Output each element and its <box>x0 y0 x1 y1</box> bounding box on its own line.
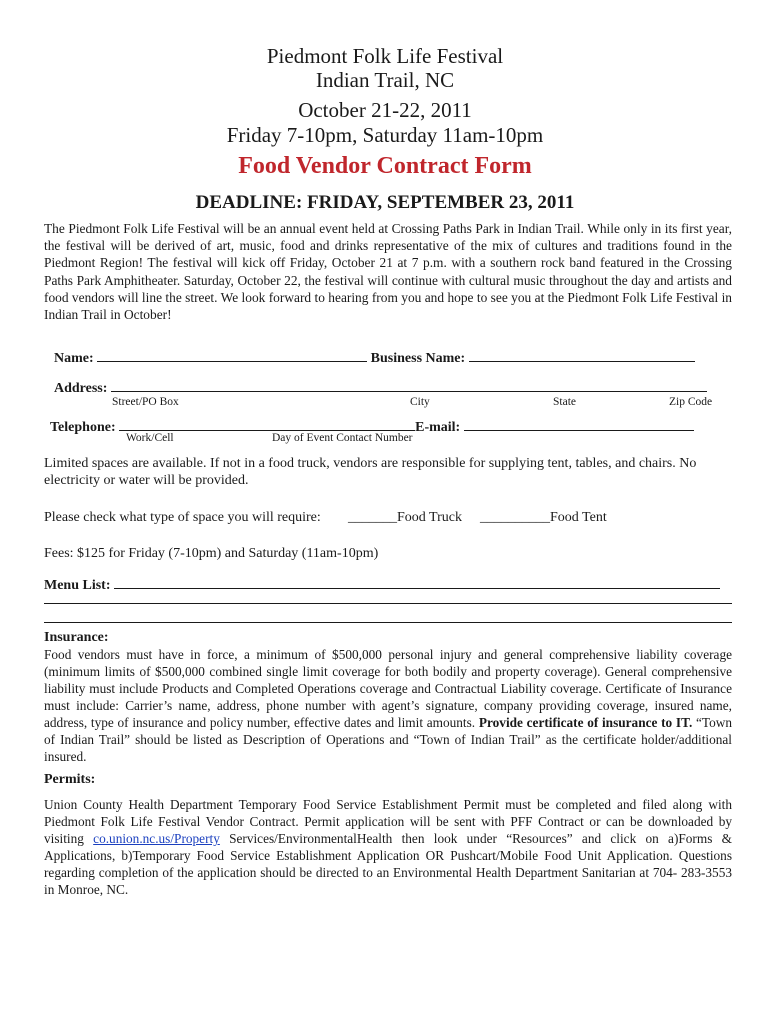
telephone-field[interactable] <box>119 418 415 431</box>
dayof-hint: Day of Event Contact Number <box>272 432 413 444</box>
insurance-text-2: “Town of Indian Trail” should be listed as Description of Operations and “Town of Indian Trail” as the certificate holder/additional insured. <box>44 715 733 764</box>
permits-text <box>44 796 732 898</box>
permits-text-1: Union County Health Department Temporary Food Service Establishment Permit must be completed and filed along with Piedmont Folk Life Festival Vendor Contract. Permit application will be sent with PFF Contract or can be downloaded by visiting <box>44 797 732 846</box>
food-tent-blank[interactable]: __________ <box>480 510 550 525</box>
name-row <box>54 349 770 367</box>
zip-hint: Zip Code <box>669 396 713 408</box>
street-hint: Street/PO Box <box>112 396 179 408</box>
address-row <box>54 379 770 397</box>
business-name-field[interactable] <box>469 349 695 362</box>
food-truck-label: Food Truck <box>397 510 462 525</box>
name-field[interactable] <box>97 349 367 362</box>
insurance-heading: Insurance: <box>44 630 109 645</box>
telephone-label: Telephone: <box>50 420 116 435</box>
email-field[interactable] <box>464 418 694 431</box>
address-field[interactable] <box>111 379 707 392</box>
food-tent-label: Food Tent <box>550 510 607 525</box>
festival-location: Indian Trail, NC <box>315 68 455 92</box>
state-hint: State <box>553 396 576 408</box>
menu-list-field[interactable] <box>114 576 720 589</box>
address-label: Address: <box>54 381 108 396</box>
city-hint: City <box>410 396 430 408</box>
deadline: DEADLINE: FRIDAY, SEPTEMBER 23, 2011 <box>195 192 575 213</box>
intro-paragraph: The Piedmont Folk Life Festival will be an annual event held at Crossing Paths Park in Indian Trail. While only in its first year, the festival will be derived of art, music, food and drinks representative of the mix of cultures and traditions found in the Piedmont Region! The festival will kick off Friday, October 21 at 7 p.m. with a southern rock band featured in the Crossing Paths Park Amphitheater. Saturday, October 22, the festival will continue with cultural music throughout the day and artists and food vendors will line the street. We look forward to hearing from you and hope to see you at the Piedmont Folk Life Festival in Indian Trail in October! <box>44 221 732 323</box>
form-title: Food Vendor Contract Form <box>238 153 532 179</box>
menu-line-2[interactable] <box>44 603 732 604</box>
food-truck-option[interactable] <box>348 510 462 526</box>
permits-link[interactable]: co.union.nc.us/Property <box>93 831 220 846</box>
email-label: E-mail: <box>415 420 461 435</box>
insurance-text-1: Food vendors must have in force, a minimum of $500,000 personal injury and general comprehensive liability coverage (minimum limits of $500,000 combined single limit coverage for both bodily and property coverage). General comprehensive liability must include Products and Completed Operations coverage and Contractual Liability coverage. Certificate of Insurance must include: Carrier’s name, address, phone number with agent’s signature, company providing coverage, insured name, address, type of insurance and policy number, effective dates and limit amounts. <box>44 647 732 730</box>
limited-spaces-note: Limited spaces are available. If not in a food truck, vendors are responsible for supplying tent, tables, and chairs. No electricity or water will be provided. <box>44 456 697 488</box>
food-truck-blank[interactable]: _______ <box>348 510 397 525</box>
name-label: Name: <box>54 351 94 366</box>
insurance-text-bold: Provide certificate of insurance to IT. <box>478 715 693 730</box>
menu-row <box>44 576 770 594</box>
menu-list-label: Menu List: <box>44 578 111 593</box>
permits-heading: Permits: <box>44 772 96 787</box>
festival-dates: October 21-22, 2011 <box>298 98 472 122</box>
insurance-text <box>44 646 732 765</box>
business-name-label: Business Name: <box>370 351 466 366</box>
permits-text-2: Services/EnvironmentalHealth then look under “Resources” and click on a)Forms & Applications, b)Temporary Food Service Establishment Application OR Pushcart/Mobile Food Unit Application. Questions regarding completion of the application should be directed to an Environmental Health Department Sanitarian at 704- 283-3553 in Monroe, NC. <box>44 831 732 897</box>
food-tent-option[interactable] <box>480 510 607 526</box>
space-prompt: Please check what type of space you will require: <box>44 510 321 525</box>
festival-hours: Friday 7-10pm, Saturday 11am-10pm <box>226 123 544 147</box>
workcell-hint: Work/Cell <box>126 432 174 444</box>
fees-text: Fees: $125 for Friday (7-10pm) and Saturday (11am-10pm) <box>44 546 379 561</box>
menu-line-3[interactable] <box>44 622 732 623</box>
festival-name: Piedmont Folk Life Festival <box>266 44 504 68</box>
